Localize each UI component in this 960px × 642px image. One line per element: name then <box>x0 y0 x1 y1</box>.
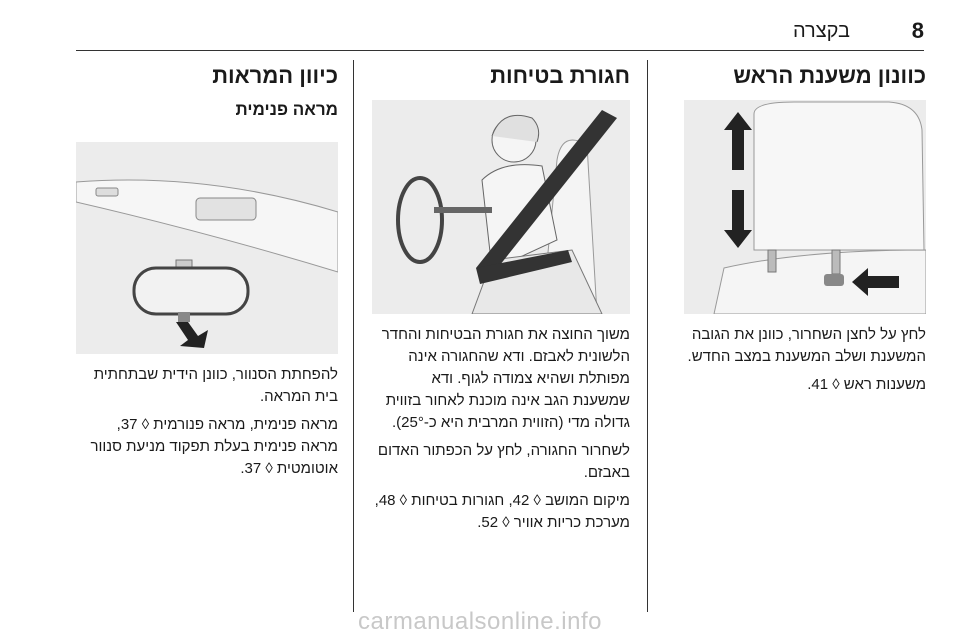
column-title: כיוון המראות <box>212 63 338 88</box>
seatbelt-drawing <box>372 100 630 314</box>
paragraph: להפחתת הסנוור, כוונן הידית שבתחתית בית המראה. <box>93 366 338 405</box>
page-number: 8 <box>911 18 924 43</box>
paragraph: לחץ על לחצן השחרור, כוונן את הגובה המשענת ושלב המשענת במצב החדש. <box>687 326 926 365</box>
rear-view-mirror <box>134 268 248 314</box>
section-title: בקצרה <box>792 20 850 42</box>
column-divider <box>353 60 354 612</box>
column-divider <box>647 60 648 612</box>
column-title: כוונון משענת הראש <box>733 63 926 88</box>
page-header <box>0 0 960 50</box>
cross-reference: מיקום המושב ◊ 42, חגורות בטיחות ◊ 48, מערכת כריות אוויר ◊ 52. <box>374 492 630 531</box>
headrest-illustration <box>684 100 926 314</box>
headrest-drawing <box>684 100 926 314</box>
watermark: carmanualsonline.info <box>358 608 602 635</box>
column-mirrors <box>76 62 338 480</box>
cross-reference: מראה פנימית, מראה פנורמית ◊ 37, מראה פנימית בעלת תפקוד מניעת סנוור אוטומטית ◊ 37. <box>90 416 338 477</box>
mirror-drawing <box>76 142 338 354</box>
cross-reference: משענות ראש ◊ 41. <box>807 376 926 393</box>
column-headrest <box>670 62 926 396</box>
column-seatbelt <box>372 62 630 534</box>
column-subtitle: מראה פנימית <box>235 100 338 119</box>
column-title: חגורת בטיחות <box>490 63 630 88</box>
mirror-illustration <box>76 142 338 354</box>
paragraph: לשחרור החגורה, לחץ על הכפתור האדום באבזם. <box>377 442 630 481</box>
header-rule <box>76 50 924 51</box>
seatbelt-illustration <box>372 100 630 314</box>
paragraph: משוך החוצה את חגורת הבטיחות והחדר הלשונית לאבזם. ודא שהחגורה אינה מפותלת ושהיא צמודה לגוף. ודא שמשענת הגב אינה מוכנת לאחור בזווית גדולה מדי (הזווית המרבית היא כ-25°). <box>381 326 630 431</box>
